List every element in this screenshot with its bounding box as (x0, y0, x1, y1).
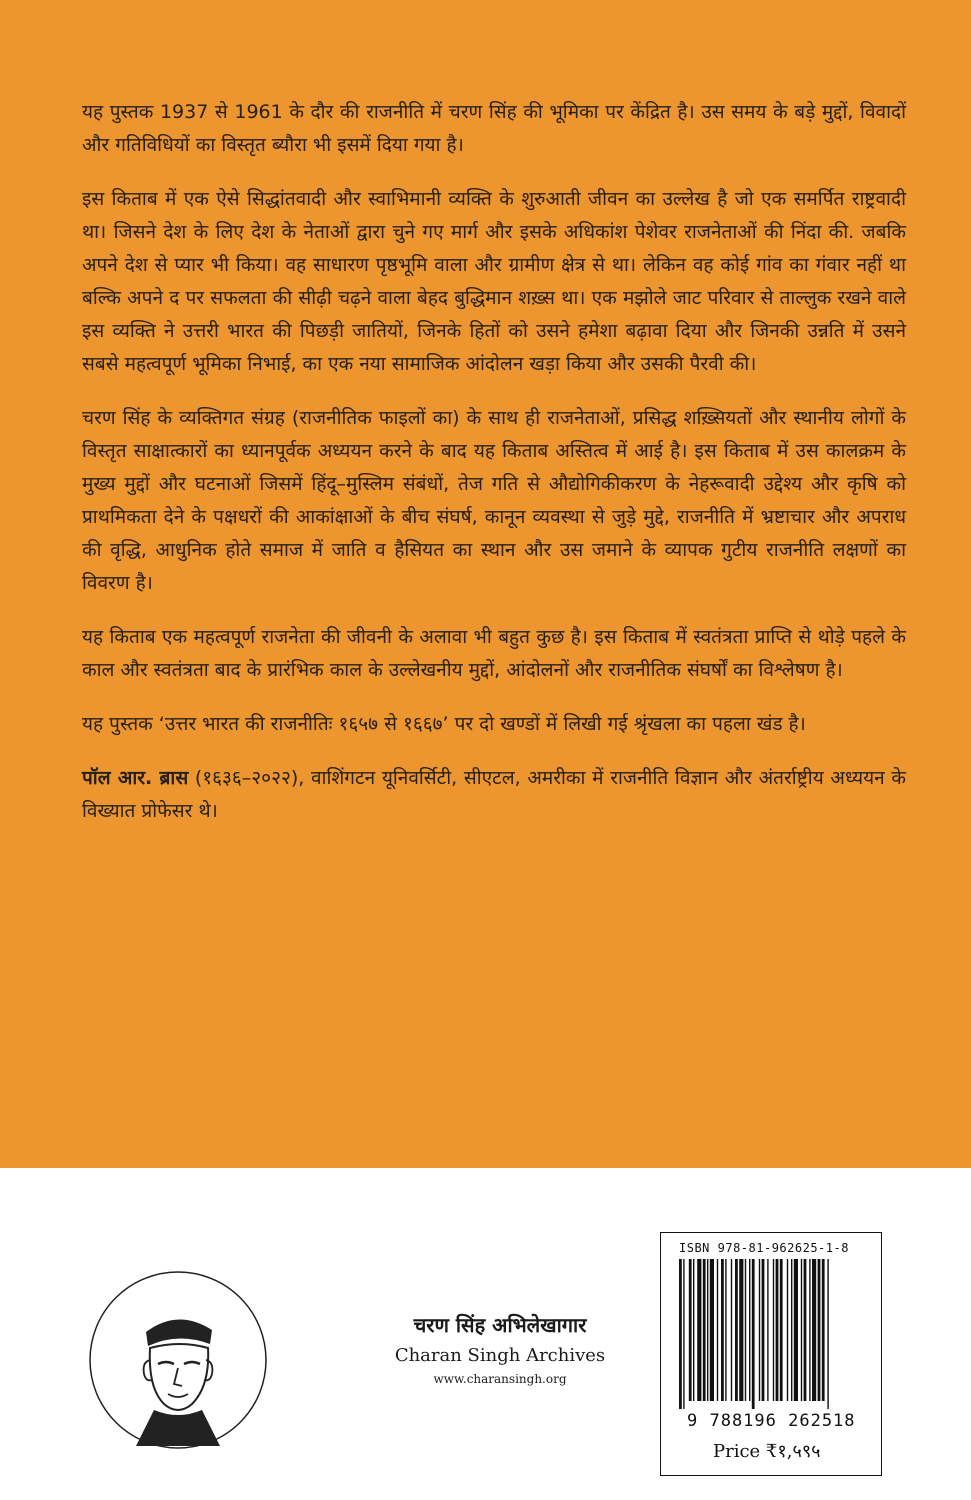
blurb-paragraph-1: यह पुस्तक 1937 से 1961 के दौर की राजनीति में चरण सिंह की भूमिका पर केंद्रित है। उस समय के बड़े मुद्दों, विवादों और गतिविधियों का विस्तृत ब्यौरा भी इसमें दिया गया है। (82, 101, 906, 156)
author-bio-text: (१६३६–२०२२), वाशिंगटन यूनिवर्सिटी, सीएटल, अमरीका में राजनीति विज्ञान और अंतर्राष्ट्रीय अध्ययन के विख्यात प्रोफेसर थे। (82, 767, 906, 822)
barcode-number: 9 788196 262518 (687, 1411, 856, 1431)
publisher-name-hindi: चरण सिंह अभिलेखागार (413, 1313, 587, 1337)
publisher-block (330, 1312, 670, 1388)
blurb-paragraph-5: यह पुस्तक ‘उत्तर भारत की राजनीतिः १६५७ से १६६७’ पर दो खण्डों में लिखी गई श्रृंखला का पहला खंड है। (82, 713, 806, 735)
publisher-name-english: Charan Singh Archives (394, 1345, 606, 1366)
blurb-paragraph-2: इस किताब में एक ऐसे सिद्धांतवादी और स्वाभिमानी व्यक्ति के शुरुआती जीवन का उल्लेख है जो एक समर्पित राष्ट्रवादी था। जिसने देश के लिए देश के नेताओं द्वारा चुने गए मार्ग और इसके अधिकांश पेशेवर राजनेताओं की निंदा की. जबकि अपने देश से प्यार भी किया। वह साधारण पृष्ठभूमि वाला और ग्रामीण क्षेत्र से था। लेकिन वह कोई गांव का गंवार नहीं था बल्कि अपने द पर सफलता की सीढ़ी चढ़ने वाला बेहद बुद्धिमान शख़्स था। एक मझोले जाट परिवार से ताल्लुक रखने वाले इस व्यक्ति ने उत्तरी भारत की पिछड़ी जातियों, जिनके हितों को उसने हमेशा बढ़ावा दिया और जिनकी उन्नति में उसने सबसे महत्वपूर्ण भूमिका निभाई, का एक नया सामाजिक आंदोलन खड़ा किया और उसकी पैरवी की। (82, 188, 906, 375)
blurb-paragraph-3: चरण सिंह के व्यक्तिगत संग्रह (राजनीतिक फाइलों का) के साथ ही राजनेताओं, प्रसिद्ध शख़्सियतों और स्थानीय लोगों के विस्तृत साक्षात्कारों का ध्यानपूर्वक अध्ययन करने के बाद यह किताब अस्तित्व में आई है। इस किताब में उस कालक्रम के मुख्य मुद्दों और घटनाओं जिसमें हिंदू–मुस्लिम संबंधों, तेज गति से औद्योगिकीकरण के नेहरूवादी उद्देश्य और कृषि को प्राथमिकता देने के पक्षधरों की आकांक्षाओं के बीच संघर्ष, कानून व्यवस्था से जुड़े मुद्दे, राजनीति में भ्रष्टाचार और अपराध की वृद्धि, आधुनिक होते समाज में जाति व हैसियत का स्थान और उस जमाने के व्यापक गुटीय राजनीति लक्षणों का विवरण है। (82, 407, 906, 594)
publisher-website: www.charansingh.org (433, 1372, 567, 1386)
barcode-box (660, 1232, 882, 1476)
isbn-label: ISBN 978-81-962625-1-8 (679, 1241, 849, 1255)
barcode-bars (679, 1259, 865, 1409)
blurb-paragraph-4: यह किताब एक महत्वपूर्ण राजनेता की जीवनी के अलावा भी बहुत कुछ है। इस किताब में स्वतंत्रता प्राप्ति से थोड़े पहले के काल और स्वतंत्रता बाद के प्रारंभिक काल के उल्लेखनीय मुद्दों, आंदोलनों और राजनीतिक संघर्षों का विश्लेषण है। (82, 626, 906, 681)
blurb-text (82, 96, 906, 849)
author-bio (82, 762, 906, 828)
price-label: Price ₹१,५९५ (713, 1441, 821, 1462)
author-name: पॉल आर. ब्रास (82, 767, 189, 789)
charan-singh-portrait-logo (88, 1270, 268, 1450)
